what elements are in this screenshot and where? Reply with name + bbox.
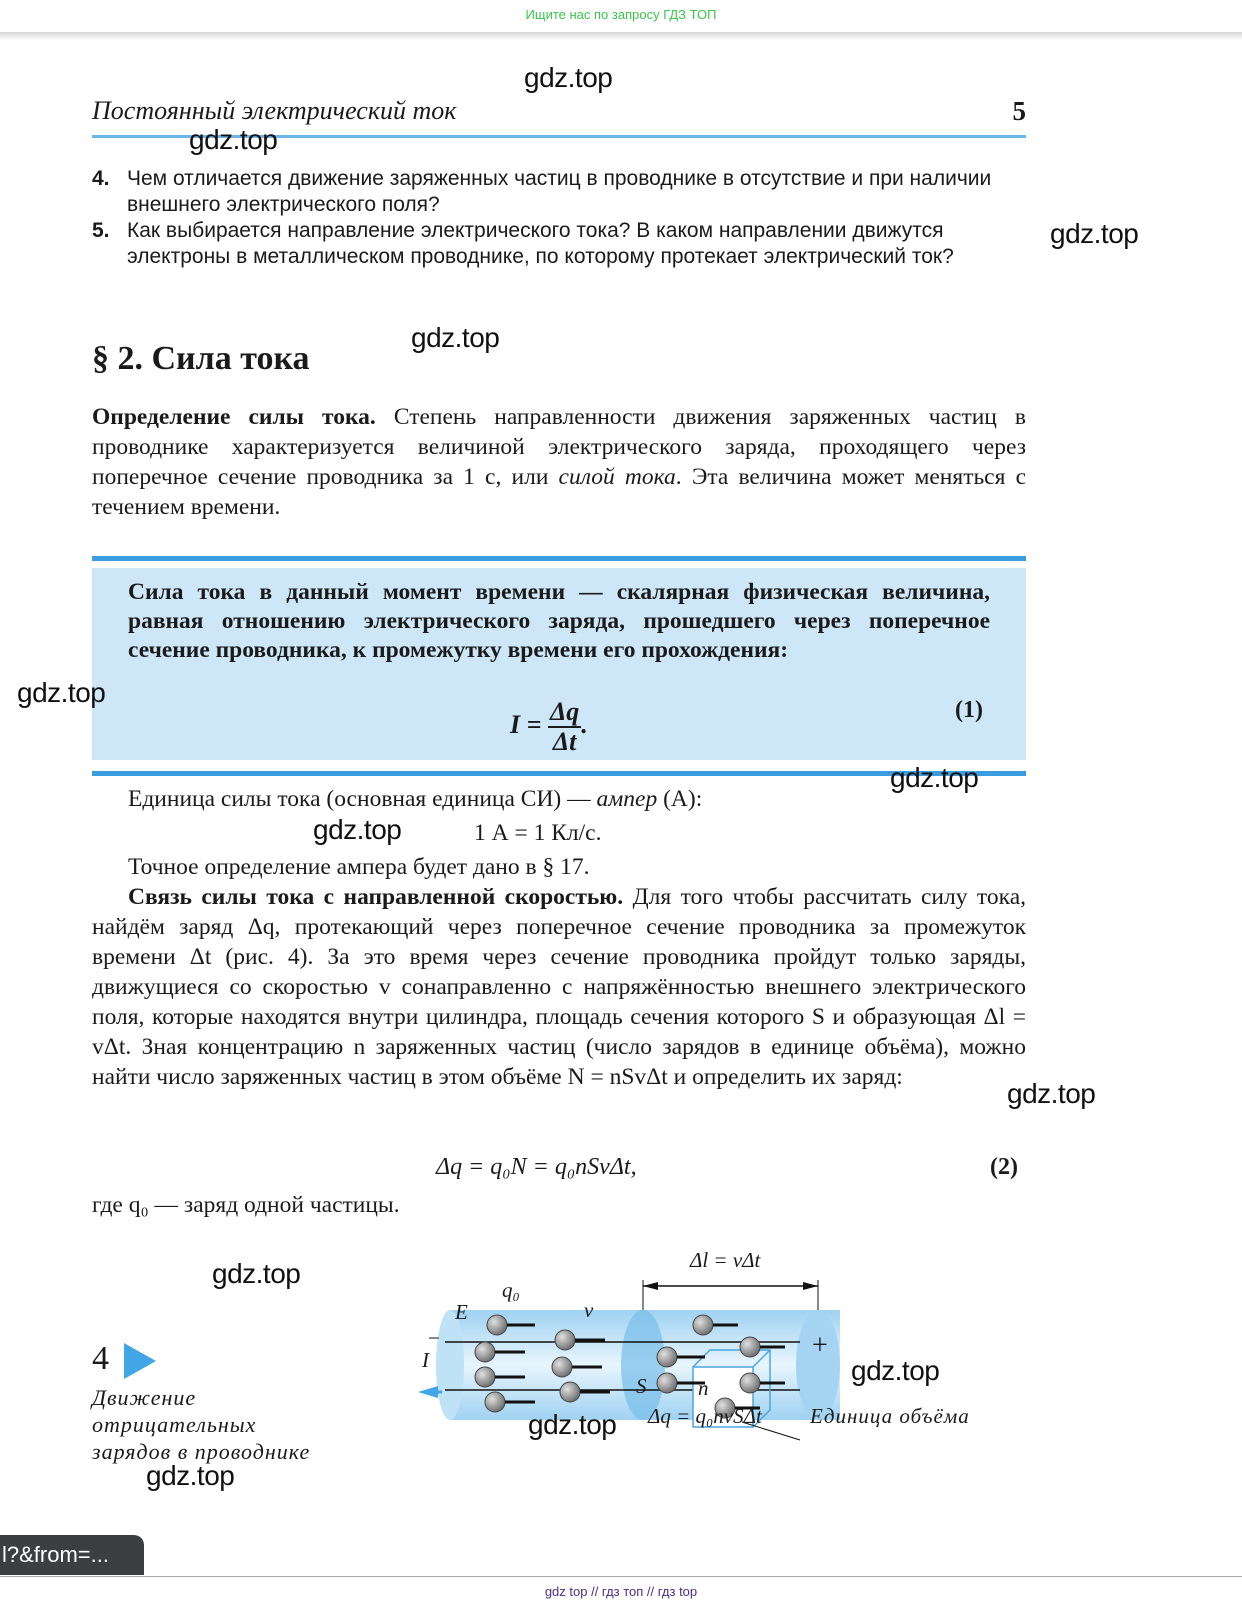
- label-current: I: [422, 1348, 429, 1372]
- link-url-tooltip: l?&from=...: [0, 1535, 144, 1575]
- velocity-after: где q₀ — заряд одной частицы.: [92, 1192, 400, 1218]
- caption-line: Движение: [92, 1385, 197, 1410]
- caption-line: отрицательных: [92, 1412, 257, 1437]
- label-length: Δl = vΔt: [690, 1248, 761, 1272]
- top-banner-text: Ищите нас по запросу ГДЗ ТОП: [525, 7, 717, 22]
- unit-formula: 1 А = 1 Кл/с.: [474, 820, 602, 846]
- review-questions: [92, 166, 1026, 270]
- question-text: Как выбирается направление электрического тока? В каком направлении движутся электроны в металлическом проводнике, по которому протекает электрический ток?: [127, 219, 954, 268]
- caption-line: зарядов в проводнике: [92, 1439, 311, 1464]
- fraction-denominator: Δt: [552, 727, 577, 756]
- velocity-lead: Связь силы тока с направленной скоростью.: [128, 884, 624, 910]
- unit-text: Единица силы тока (основная единица СИ) —: [128, 786, 597, 812]
- watermark: gdz.top: [146, 1460, 235, 1491]
- intro-term: силой тока: [558, 464, 676, 490]
- definition-rule-top: [92, 556, 1026, 561]
- intro-paragraph: [92, 402, 1026, 522]
- chapter-title: Постоянный электрический ток: [92, 96, 457, 125]
- label-concentration-n: n: [698, 1376, 709, 1400]
- formula-current: [510, 698, 588, 756]
- watermark: gdz.top: [212, 1258, 301, 1289]
- watermark: gdz.top: [17, 677, 106, 708]
- section-title: § 2. Сила тока: [92, 340, 310, 377]
- footer-links[interactable]: gdz top // гдз топ // гдз top: [544, 1584, 698, 1599]
- label-minus: −: [428, 1326, 440, 1350]
- definition-rule-bottom: [92, 771, 1026, 776]
- velocity-paragraph: [92, 882, 1026, 1092]
- watermark: gdz.top: [524, 62, 613, 93]
- conductor-cylinder-illustration: [400, 1280, 1040, 1470]
- definition-text: Сила тока в данный момент времени — скалярная физическая величина, равная отношению электрического заряда, прошедшего через поперечное сечение проводника, к промежутку времени его прохождения:: [128, 579, 990, 663]
- watermark: gdz.top: [528, 1409, 617, 1440]
- watermark: gdz.top: [890, 762, 979, 793]
- label-plus: +: [812, 1330, 828, 1361]
- label-field-E: E⃗: [455, 1300, 485, 1324]
- label-velocity: v⃗: [584, 1298, 610, 1322]
- watermark: gdz.top: [411, 322, 500, 353]
- velocity-text: Для того чтобы рассчитать силу тока, найдём заряд Δq, протекающий через поперечное сечение проводника за промежуток времени Δt (рис. 4). За это время через сечение проводника пройдут только заряды, движущиеся со скоростью v сонаправленно с напряжённостью внешнего электрического поля, которые находятся внутри цилиндра, площадь сечения которого S и образующая Δl = vΔt. Зная концентрацию n заряженных частиц (число зарядов в единице объёма), можно найти число заряженных частиц в этом объёме N = nSvΔt и определить их заряд:: [92, 884, 1026, 1090]
- figure-number: 4: [92, 1340, 109, 1377]
- watermark: gdz.top: [313, 814, 402, 845]
- page-number: 5: [1012, 96, 1026, 126]
- intro-lead: Определение силы тока.: [92, 404, 376, 430]
- question-item: [92, 166, 1026, 218]
- figure-pointer-icon: [124, 1343, 156, 1379]
- watermark: gdz.top: [851, 1355, 940, 1386]
- equation-number-1: (1): [955, 697, 983, 723]
- intro-text: Степень направленности движения заряженных частиц в проводнике характеризуется величиной электрического заряда, проходящего через поперечное сечение проводника за 1 с, или: [92, 404, 1026, 490]
- label-unit-volume: Единица объёма: [810, 1404, 970, 1428]
- formula-lhs: I =: [510, 709, 542, 739]
- watermark: gdz.top: [1050, 218, 1139, 249]
- unit-term: ампер: [596, 786, 658, 812]
- watermark: gdz.top: [189, 124, 278, 155]
- figure-caption: [92, 1384, 310, 1465]
- label-area-S: S: [636, 1374, 647, 1398]
- question-number: 4.: [92, 167, 110, 190]
- question-text: Чем отличается движение заряженных частиц в проводнике в отсутствие и при наличии внешнего электрического поля?: [127, 167, 992, 216]
- fraction-numerator: Δq: [549, 697, 580, 726]
- label-q0: q₀: [502, 1278, 520, 1302]
- conductor-figure: [400, 1248, 1040, 1470]
- unit-note: Точное определение ампера будет дано в § 17.: [128, 854, 590, 880]
- question-item: [92, 218, 1026, 270]
- fraction: [548, 698, 581, 756]
- label-charge: Δq = q₀nvSΔt: [648, 1404, 762, 1428]
- footer-divider: [0, 1576, 1242, 1577]
- watermark: gdz.top: [1007, 1078, 1096, 1109]
- formula-charge: Δq = q₀N = q₀nSvΔt,: [436, 1154, 637, 1180]
- top-shadow: [0, 32, 1242, 40]
- formula-tail: .: [581, 709, 588, 739]
- unit-paragraph: [128, 784, 928, 814]
- question-number: 5.: [92, 219, 110, 242]
- top-banner: [0, 0, 1242, 32]
- intro-text-end: . Эта величина может меняться с течением времени.: [92, 464, 1026, 520]
- equation-number-2: (2): [990, 1154, 1018, 1180]
- unit-text-end: (А):: [657, 786, 703, 812]
